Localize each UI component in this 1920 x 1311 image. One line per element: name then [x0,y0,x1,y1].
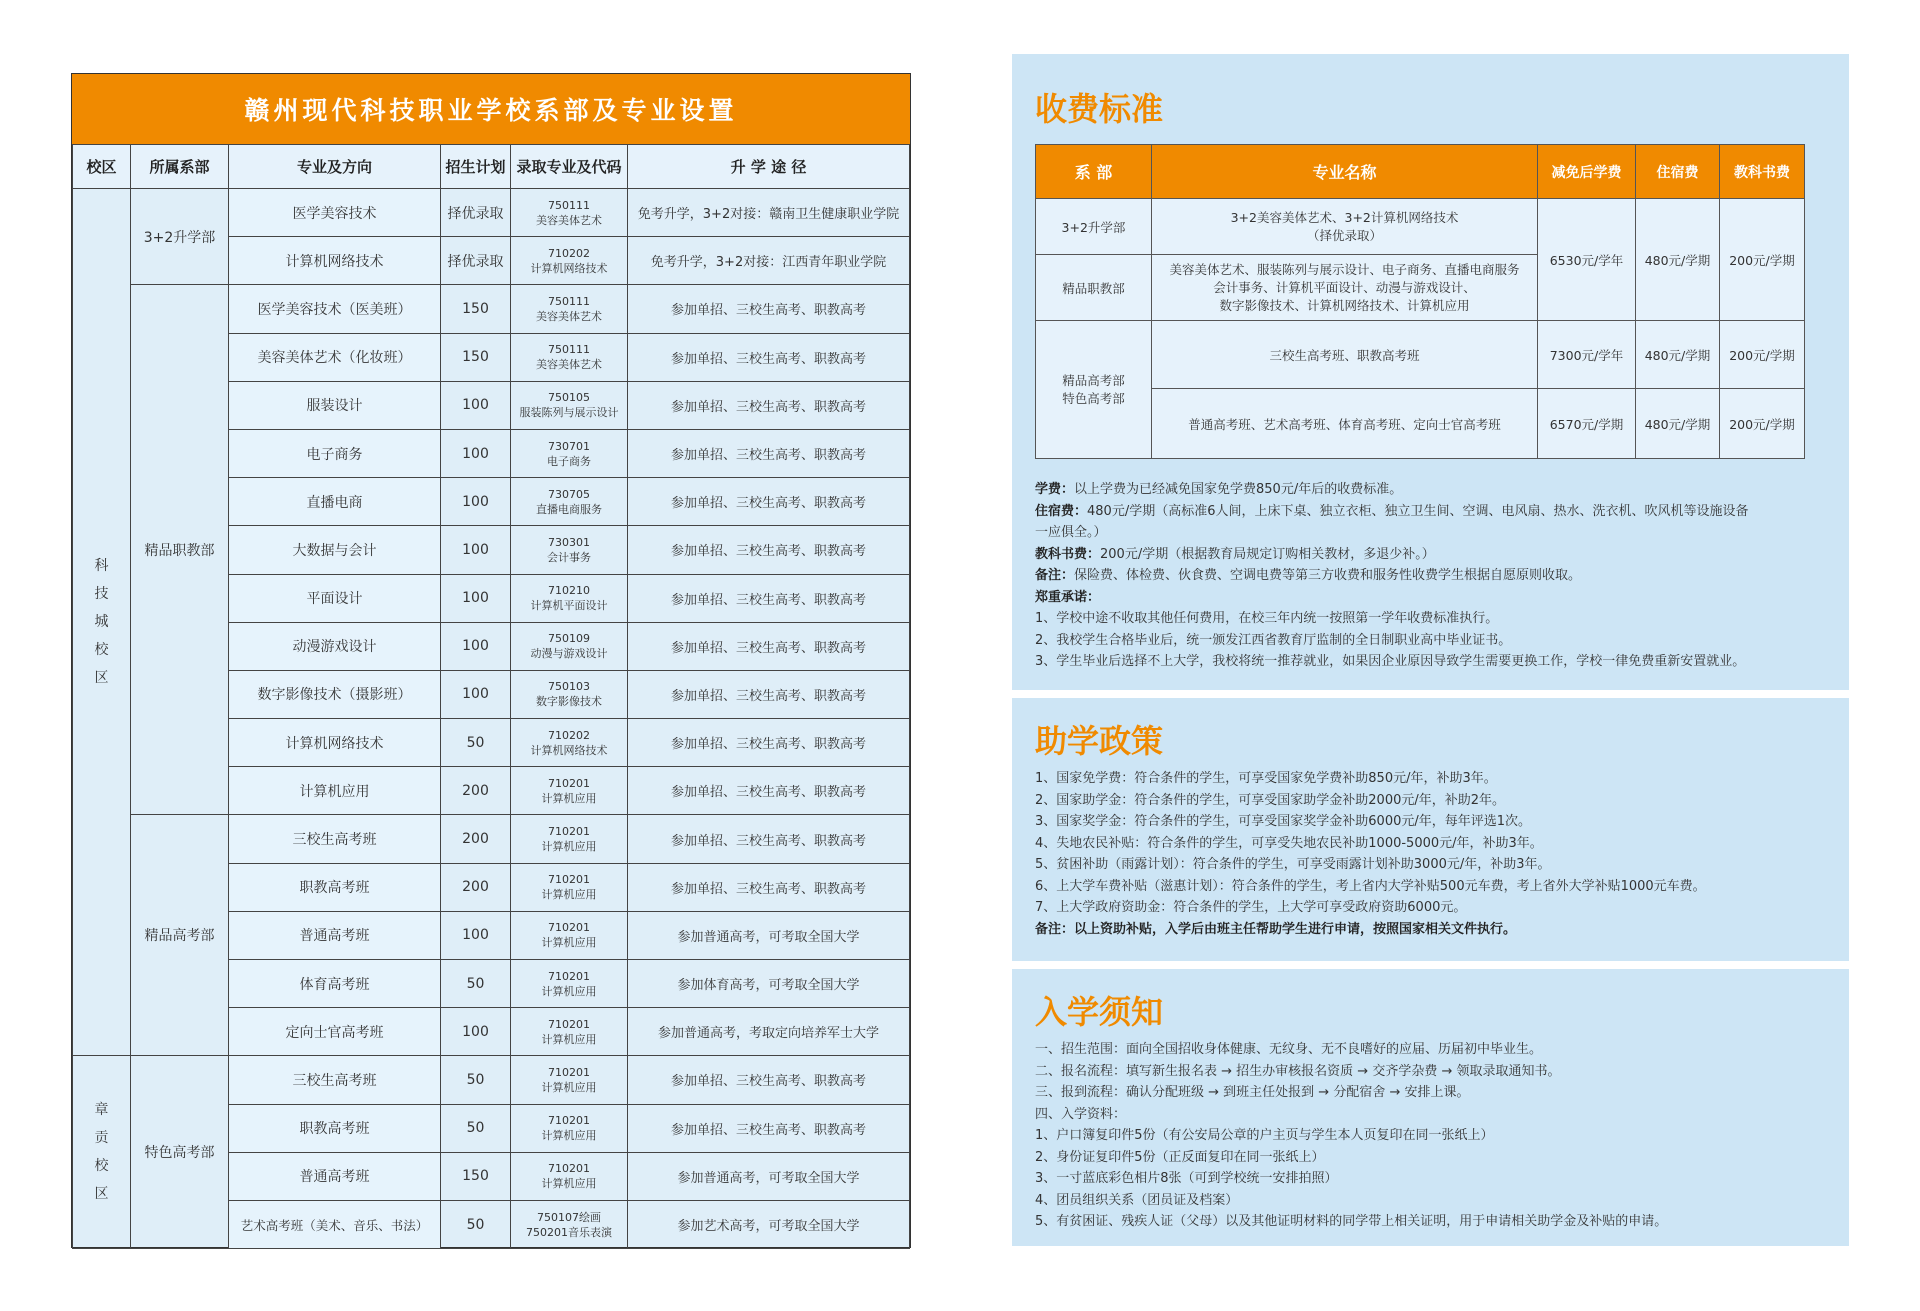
path-cell: 参加单招、三校生高考、职教高考 [628,719,910,767]
campus-label: 科技城校区 [94,558,109,687]
plan-cell: 100 [441,429,511,477]
path-cell: 参加单招、三校生高考、职教高考 [628,1056,910,1104]
code-number: 710201 [548,825,590,839]
path-cell: 免考升学，3+2对接：赣南卫生健康职业学院 [628,189,910,237]
fees-tuition: 7300元/学年 [1538,321,1636,389]
code-number: 730701 [548,439,590,453]
fees-major-line: 会计事务、计算机平面设计、动漫与游戏设计、 [1213,279,1476,295]
major-cell: 体育高考班 [229,960,441,1008]
code-name: 计算机网络技术 [530,261,608,275]
path-cell: 参加单招、三校生高考、职教高考 [628,478,910,526]
code-cell [511,1104,628,1152]
admission-item: 2、身份证复印件5份（正反面复印在同一张纸上） [1035,1149,1325,1165]
code-name: 会计事务 [547,550,591,564]
program-row [73,285,910,333]
path-cell: 参加单招、三校生高考、职教高考 [628,526,910,574]
program-rows [73,189,910,1249]
major-cell: 普通高考班 [229,1152,441,1200]
code-cell [511,960,628,1008]
code-number: 710201 [548,873,590,887]
fees-note-label: 学费： [1035,482,1075,497]
code-name: 电子商务 [547,454,591,468]
program-table-title: 赣州现代科技职业学校系部及专业设置 [72,74,910,144]
plan-cell: 200 [441,815,511,863]
code-cell [511,719,628,767]
fees-dept-line: 特色高考部 [1062,390,1125,406]
path-cell: 参加单招、三校生高考、职教高考 [628,815,910,863]
fees-row [1036,199,1805,255]
aid-item: 1、国家免学费：符合条件的学生，可享受国家免学费补助850元/年，补助3年。 [1035,771,1497,786]
dept-cell: 3+2升学部 [131,189,229,285]
major-cell: 服装设计 [229,381,441,429]
code-name: 计算机应用 [541,1129,597,1143]
code-name: 美容美体艺术 [536,213,602,227]
code-cell [511,429,628,477]
admission-item: 4、团员组织关系（团员证及档案） [1035,1192,1239,1208]
code-name: 计算机应用 [541,888,597,902]
plan-cell: 100 [441,670,511,718]
fees-col-major: 专业名称 [1152,145,1538,199]
code-name: 计算机应用 [541,840,597,854]
plan-cell: 150 [441,333,511,381]
program-grid [72,144,910,1249]
aid-note-label: 备注： [1035,921,1075,937]
code-cell [511,189,628,237]
fees-notes [1035,479,1826,673]
code-cell [511,1152,628,1200]
plan-cell: 50 [441,960,511,1008]
plan-cell: 50 [441,1104,511,1152]
code-number: 710201 [548,776,590,790]
code-name: 动漫与游戏设计 [530,647,608,661]
fees-dorm: 480元/学期 [1636,199,1720,321]
path-cell: 参加单招、三校生高考、职教高考 [628,1104,910,1152]
fees-row [1036,389,1805,459]
fees-book: 200元/学期 [1720,389,1805,459]
code-name: 计算机应用 [541,1177,597,1191]
aid-item: 4、失地农民补贴：符合条件的学生，可享受失地农民补助1000-5000元/年，补助3年。 [1035,835,1543,851]
major-cell: 普通高考班 [229,911,441,959]
code-cell [511,1056,628,1104]
aid-item: 7、上大学政府资助金：符合条件的学生，上大学可享受政府资助6000元。 [1035,900,1467,915]
admission-item: 3、一寸蓝底彩色相片8张（可到学校统一安排拍照） [1035,1171,1338,1186]
code-cell [511,237,628,285]
program-row [73,189,910,237]
admission-item: 1、户口簿复印件5份（有公安局公章的户主页与学生本人页复印在同一张纸上） [1035,1128,1494,1143]
major-cell: 医学美容技术 [229,189,441,237]
campus-cell [73,189,131,1056]
code-name: 服装陈列与展示设计 [519,406,619,420]
plan-cell: 200 [441,767,511,815]
code-number: 710201 [548,1017,590,1031]
code-number: 710210 [548,584,590,598]
path-cell: 参加普通高考，可考取全国大学 [628,1152,910,1200]
plan-cell: 100 [441,574,511,622]
fees-note-text: 480元/学期（高标准6人间，上床下桌、独立衣柜、独立卫生间、空调、电风扇、热水、洗衣机、吹风机等设施设备 [1087,503,1749,519]
fees-header-row [1036,145,1805,199]
major-cell: 大数据与会计 [229,526,441,574]
major-cell: 三校生高考班 [229,1056,441,1104]
major-cell: 计算机网络技术 [229,719,441,767]
major-cell: 美容美体艺术（化妆班） [229,333,441,381]
aid-panel [1012,698,1849,961]
code-number: 750111 [548,343,590,357]
code-name: 计算机应用 [541,1032,597,1046]
code-cell [511,815,628,863]
path-cell: 参加普通高考，考取定向培养军士大学 [628,1008,910,1056]
fees-note-line [1035,544,1826,566]
code-cell [511,911,628,959]
code-name: 计算机应用 [541,1080,597,1094]
code-cell [511,478,628,526]
major-cell: 职教高考班 [229,863,441,911]
path-cell: 参加单招、三校生高考、职教高考 [628,767,910,815]
code-cell [511,767,628,815]
code-number: 750103 [548,680,590,694]
program-table [71,73,911,1248]
fees-tuition: 6530元/学年 [1538,199,1636,321]
aid-item: 3、国家奖学金：符合条件的学生，可享受国家奖学金补助6000元/年，每年评选1次。 [1035,814,1532,829]
admission-item: 二、报名流程：填写新生报名表 → 招生办审核报名资质 → 交齐学杂费 → 领取录取通知书。 [1035,1063,1561,1079]
fees-row [1036,321,1805,389]
campus-cell [73,1056,131,1249]
fees-note-line [1035,479,1826,501]
plan-cell: 150 [441,1152,511,1200]
fees-col-book: 教科书费 [1720,145,1805,199]
fees-major: 普通高考班、艺术高考班、体育高考班、定向士官高考班 [1152,389,1538,459]
code-cell [511,622,628,670]
path-cell: 参加单招、三校生高考、职教高考 [628,622,910,670]
fees-major-line: 数字影像技术、计算机网络技术、计算机应用 [1219,297,1470,313]
fees-note-line [1035,501,1826,523]
plan-cell: 择优录取 [441,189,511,237]
fees-note-label: 备注： [1035,568,1075,583]
code-name: 计算机应用 [541,984,597,998]
fees-note-text: 保险费、体检费、伙食费、空调电费等第三方收费和服务性收费学生根据自愿原则收取。 [1074,568,1582,583]
path-cell: 参加单招、三校生高考、职教高考 [628,670,910,718]
fees-major [1152,255,1538,321]
aid-note-text: 以上资助补贴，入学后由班主任帮助学生进行申请，按照国家相关文件执行。 [1074,921,1517,937]
fees-note-label: 住宿费： [1035,503,1088,519]
plan-cell: 100 [441,381,511,429]
major-cell: 直播电商 [229,478,441,526]
code-cell [511,285,628,333]
code-name: 美容美体艺术 [536,358,602,372]
path-cell: 参加艺术高考，可考取全国大学 [628,1200,910,1248]
aid-note [1035,919,1826,941]
dept-cell: 特色高考部 [131,1056,229,1249]
major-cell: 计算机应用 [229,767,441,815]
major-cell: 计算机网络技术 [229,237,441,285]
code-cell [511,863,628,911]
code-name: 美容美体艺术 [536,309,602,323]
plan-cell: 50 [441,1056,511,1104]
code-cell [511,381,628,429]
fees-dept [1036,321,1152,459]
fees-note-line [1035,565,1826,587]
major-cell: 动漫游戏设计 [229,622,441,670]
col-path: 升 学 途 径 [628,145,910,189]
code-number: 750107绘画 [537,1210,601,1224]
major-cell: 职教高考班 [229,1104,441,1152]
code-number: 750111 [548,198,590,212]
path-cell: 参加单招、三校生高考、职教高考 [628,863,910,911]
col-dept: 所属系部 [131,145,229,189]
plan-cell: 50 [441,719,511,767]
fees-note-line [1035,630,1826,652]
code-cell [511,670,628,718]
fees-panel [1012,54,1849,690]
major-cell: 三校生高考班 [229,815,441,863]
code-number: 710202 [548,246,590,260]
aid-item: 6、上大学车费补贴（滋惠计划）：符合条件的学生，考上省内大学补贴500元车费，考上省外大学补贴1000元车费。 [1035,878,1706,894]
admission-item: 三、报到流程：确认分配班级 → 到班主任处报到 → 分配宿舍 → 安排上课。 [1035,1085,1470,1100]
fees-dorm: 480元/学期 [1636,389,1720,459]
program-header-row [73,145,910,189]
fees-col-tuition: 减免后学费 [1538,145,1636,199]
admission-list [1035,1039,1826,1233]
campus-label: 章贡校区 [94,1102,109,1203]
admission-panel [1012,969,1849,1246]
fees-note-text: 以上学费为已经减免国家免学费850元/年后的收费标准。 [1074,482,1403,497]
code-number: 710201 [548,1065,590,1079]
path-cell: 参加单招、三校生高考、职教高考 [628,381,910,429]
fees-title: 收费标准 [1035,90,1164,128]
code-cell [511,574,628,622]
code-number: 730705 [548,487,590,501]
major-cell: 电子商务 [229,429,441,477]
dept-cell: 精品高考部 [131,815,229,1056]
fees-major [1152,199,1538,255]
fees-book: 200元/学期 [1720,321,1805,389]
major-cell: 医学美容技术（医美班） [229,285,441,333]
plan-cell: 100 [441,622,511,670]
code-cell [511,526,628,574]
admission-item: 一、招生范围：面向全国招收身体健康、无纹身、无不良嗜好的应届、历届初中毕业生。 [1035,1042,1543,1057]
aid-title: 助学政策 [1035,722,1164,760]
plan-cell: 100 [441,478,511,526]
fees-col-dept: 系 部 [1036,145,1152,199]
fees-note-line [1035,522,1826,544]
major-cell: 艺术高考班（美术、音乐、书法） [229,1200,441,1248]
code-number: 750105 [548,391,590,405]
code-name: 数字影像技术 [536,695,602,709]
code-name: 计算机平面设计 [530,599,608,613]
admission-item: 四、入学资料： [1035,1106,1127,1122]
fees-note-label: 郑重承诺： [1035,589,1101,605]
code-name: 750201音乐表演 [526,1225,612,1239]
fees-dept-line: 精品高考部 [1062,372,1125,388]
code-number: 750109 [548,632,590,646]
fees-major-line: 美容美体艺术、服装陈列与展示设计、电子商务、直播电商服务 [1169,261,1520,277]
fees-dept: 3+2升学部 [1036,199,1152,255]
program-row [73,1056,910,1104]
col-campus: 校区 [73,145,131,189]
col-code: 录取专业及代码 [511,145,628,189]
code-number: 710201 [548,1162,590,1176]
fees-dept: 精品职教部 [1036,255,1152,321]
fees-table [1035,144,1805,459]
path-cell: 参加体育高考，可考取全国大学 [628,960,910,1008]
code-cell [511,1200,628,1248]
program-row [73,815,910,863]
path-cell: 参加单招、三校生高考、职教高考 [628,429,910,477]
path-cell: 参加普通高考，可考取全国大学 [628,911,910,959]
plan-cell: 50 [441,1200,511,1248]
fees-note-text: 1、学校中途不收取其他任何费用，在校三年内统一按照第一学年收费标准执行。 [1035,611,1499,626]
fees-major-line: 3+2美容美体艺术、3+2计算机网络技术 [1230,209,1459,225]
code-number: 750111 [548,294,590,308]
fees-dorm: 480元/学期 [1636,321,1720,389]
path-cell: 免考升学，3+2对接：江西青年职业学院 [628,237,910,285]
code-name: 计算机网络技术 [530,743,608,757]
fees-book: 200元/学期 [1720,199,1805,321]
aid-item: 5、贫困补助（雨露计划）：符合条件的学生，可享受雨露计划补助3000元/年，补助3年。 [1035,857,1551,872]
code-cell [511,333,628,381]
code-name: 计算机应用 [541,791,597,805]
aid-list [1035,768,1826,940]
plan-cell: 100 [441,526,511,574]
plan-cell: 200 [441,863,511,911]
plan-cell: 100 [441,1008,511,1056]
plan-cell: 择优录取 [441,237,511,285]
fees-note-text: 2、我校学生合格毕业后，统一颁发江西省教育厅监制的全日制职业高中毕业证书。 [1035,632,1512,648]
code-number: 710201 [548,921,590,935]
fees-tuition: 6570元/学期 [1538,389,1636,459]
code-cell [511,1008,628,1056]
fees-major-line: （择优录取） [1306,227,1382,243]
col-major: 专业及方向 [229,145,441,189]
fees-note-text: 200元/学期（根据教育局规定订购相关教材，多退少补。） [1100,546,1435,562]
fees-major: 三校生高考班、职教高考班 [1152,321,1538,389]
admission-title: 入学须知 [1035,993,1164,1031]
path-cell: 参加单招、三校生高考、职教高考 [628,333,910,381]
major-cell: 平面设计 [229,574,441,622]
code-number: 730301 [548,535,590,549]
fees-note-text: 一应俱全。） [1035,525,1107,540]
major-cell: 数字影像技术（摄影班） [229,670,441,718]
code-name: 计算机应用 [541,936,597,950]
code-number: 710201 [548,1114,590,1128]
fees-col-dorm: 住宿费 [1636,145,1720,199]
fees-note-line [1035,587,1826,609]
col-plan: 招生计划 [441,145,511,189]
dept-cell: 精品职教部 [131,285,229,815]
admission-item: 5、有贫困证、残疾人证（父母）以及其他证明材料的同学带上相关证明，用于申请相关助学金及补贴的申请。 [1035,1214,1668,1229]
path-cell: 参加单招、三校生高考、职教高考 [628,574,910,622]
code-number: 710202 [548,728,590,742]
plan-cell: 100 [441,911,511,959]
fees-note-text: 3、学生毕业后选择不上大学，我校将统一推荐就业，如果因企业原因导致学生需要更换工作，学校一律免费重新安置就业。 [1035,654,1746,669]
fees-note-label: 教科书费： [1035,546,1101,562]
major-cell: 定向士官高考班 [229,1008,441,1056]
plan-cell: 150 [441,285,511,333]
fees-note-line [1035,608,1826,630]
code-number: 710201 [548,969,590,983]
code-name: 直播电商服务 [536,502,602,516]
path-cell: 参加单招、三校生高考、职教高考 [628,285,910,333]
fees-note-line [1035,651,1826,673]
aid-item: 2、国家助学金：符合条件的学生，可享受国家助学金补助2000元/年，补助2年。 [1035,792,1506,808]
